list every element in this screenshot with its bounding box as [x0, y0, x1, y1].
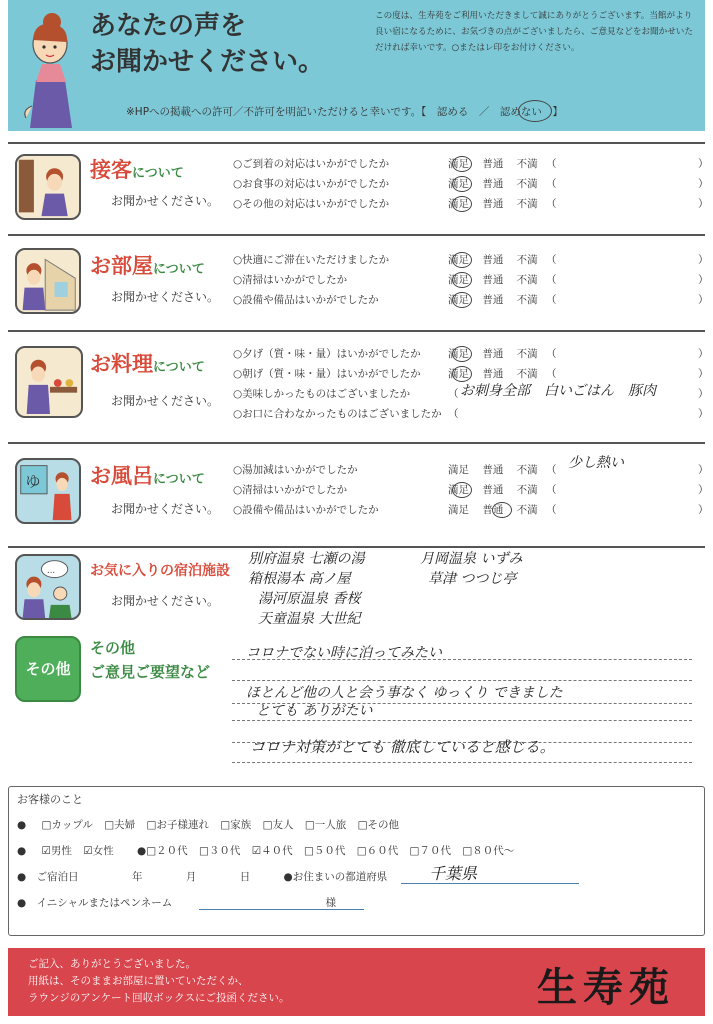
selection-mark [452, 252, 472, 268]
customer-info-box [8, 786, 705, 936]
section-room [8, 236, 709, 328]
header-banner [8, 0, 705, 131]
answer-paren-open: （ [546, 198, 557, 210]
meal-icon [15, 346, 83, 418]
handwritten-favorite: 湯河原温泉 香桜 [258, 591, 361, 607]
checkbox-age-40s[interactable]: ☑４０代 [251, 845, 293, 857]
gender-age-row: ● ☑男性 ☑女性 ●□２０代 □３０代 ☑４０代 □５０代 □６０代 □７０代 □８０代～ [17, 845, 515, 857]
footer-banner [8, 948, 705, 1016]
initial-row [17, 895, 344, 910]
question-text: ○設備や備品はいかがでしたか [233, 294, 379, 306]
answer-paren-close: ） [698, 348, 709, 360]
checkbox-age-60s[interactable]: □６０代 [356, 845, 399, 857]
selection-mark [452, 366, 472, 382]
question-text: ○清掃はいかがでしたか [233, 274, 348, 286]
rating-options: 満足 普通 不満 [448, 198, 538, 210]
question-text: ○湯加減はいかがでしたか [233, 464, 358, 476]
section-service [8, 144, 709, 232]
checkbox-married[interactable]: □夫婦 [104, 819, 136, 831]
section-title: 接客について [90, 157, 184, 182]
answer-paren-close: ） [698, 408, 709, 420]
handwritten-comment: ほとんど他の人と会う事なく ゆっくり できました [246, 685, 563, 701]
customer-heading: お客様のこと [17, 793, 83, 806]
svg-text:ゆ: ゆ [25, 472, 41, 491]
chat-people-icon [15, 554, 81, 620]
answer-paren-close: ） [698, 178, 709, 190]
selection-mark [452, 272, 472, 288]
rating-options: 満足 普通 不満 [448, 504, 538, 516]
handwritten-favorite: 月岡温泉 いずみ [420, 551, 523, 567]
section-subtitle: お聞かせください。 [111, 194, 220, 208]
section-subtitle: お聞かせください。 [111, 290, 220, 304]
room-icon [15, 248, 81, 314]
selection-mark [452, 156, 472, 172]
prefecture-field-line [401, 883, 579, 884]
brand-logo: 生寿苑 [537, 964, 675, 1011]
section-title: お部屋について [90, 253, 205, 278]
answer-paren-close: ） [698, 198, 709, 210]
section-title: その他 ご意見ご要望など [90, 639, 211, 681]
checkbox-age-30s[interactable]: □３０代 [198, 845, 241, 857]
answer-paren-close: ） [698, 294, 709, 306]
initial-field-line[interactable] [199, 909, 364, 910]
dashed-line [232, 720, 692, 721]
stay-date-row [17, 869, 395, 884]
girl-illustration [20, 10, 90, 128]
question-text: ○ご到着の対応はいかがでしたか [233, 158, 390, 170]
answer-paren-open: （ [546, 254, 557, 266]
answer-paren-open: （ [546, 464, 557, 476]
section-bath [8, 444, 709, 544]
checkbox-age-50s[interactable]: □５０代 [304, 845, 346, 857]
header-description: この度は、生寿苑をご利用いただきまして誠にありがとうございます。当館がより良い宿になるために、お気づきの点がございましたら、ご意見などをお聞かせいただければ幸いです。○またはレ印をお付けください。 [375, 11, 693, 53]
checkbox-age-20s[interactable]: ●□２０代 [137, 845, 188, 857]
rating-options: 満足 普通 不満 [448, 348, 538, 360]
handwritten-comment: とても ありがたい [256, 703, 373, 719]
selection-mark [452, 482, 472, 498]
handwritten-answer: お刺身全部 白いごはん 豚肉 [460, 383, 656, 399]
checkbox-with-kids[interactable]: □お子様連れ [146, 819, 209, 831]
checkbox-age-70s[interactable]: □７０代 [409, 845, 451, 857]
door-icon [15, 154, 81, 220]
section-subtitle: お聞かせください。 [111, 394, 220, 408]
handwritten-favorite: 草津 つつじ亭 [428, 571, 517, 587]
question-text: ○夕げ（質・味・量）はいかがでしたか [233, 348, 421, 360]
initial-label: ● イニシャルまたはペンネーム [17, 897, 173, 909]
footer-message: ご記入、ありがとうございました。 用紙は、そのままお部屋に置いていただくか、 ラウンジのアンケート回収ボックスにご投函ください。 [28, 958, 290, 1004]
question-text: ○清掃はいかがでしたか [233, 484, 348, 496]
section-meal [8, 332, 709, 440]
handwritten-favorite: 天童温泉 大世紀 [258, 611, 361, 627]
rating-options: 満足 普通 不満 [448, 158, 538, 170]
section-title: お気に入りの宿泊施設 [90, 563, 230, 579]
selection-mark [452, 346, 472, 362]
selection-mark [452, 176, 472, 192]
svg-text:...: ... [47, 564, 56, 575]
section-favorite [8, 548, 705, 628]
handwritten-comment: コロナ対策がとても 徹底していると感じる。 [250, 738, 555, 756]
sama-label: 様 [325, 897, 337, 909]
checkbox-age-80s[interactable]: □８０代～ [462, 845, 515, 857]
answer-paren-close: ） [698, 158, 709, 170]
answer-paren-open: （ [546, 158, 557, 170]
bath-icon [15, 458, 81, 524]
question-text: ○お口に合わなかったものはございましたか [233, 408, 442, 420]
handwritten-favorite: 別府温泉 七瀬の湯 [248, 551, 365, 567]
rating-options: 満足 普通 不満 [448, 484, 538, 496]
checkbox-other[interactable]: □その他 [357, 819, 400, 831]
stay-date-label: ● ご宿泊日 [17, 871, 79, 883]
answer-paren-close: ） [698, 274, 709, 286]
answer-paren-open: （ [546, 484, 557, 496]
answer-paren-close: ） [698, 254, 709, 266]
checkbox-male[interactable]: ☑男性 [41, 845, 72, 857]
page-title: あなたの声を お聞かせください。 [90, 11, 325, 77]
question-text: ○その他の対応はいかがでしたか [233, 198, 390, 210]
answer-paren-open: （ [546, 504, 557, 516]
answer-paren-close: ） [698, 388, 709, 400]
section-title: お風呂について [90, 463, 205, 488]
answer-paren-open: （ [448, 388, 459, 400]
question-text: ○美味しかったものはございましたか [233, 388, 411, 400]
year-label: 年 [132, 871, 143, 883]
dashed-line [232, 680, 692, 681]
rating-options: 満足 普通 不満 [448, 368, 538, 380]
answer-paren-open: （ [448, 408, 459, 420]
checkbox-couple[interactable]: □カップル [41, 819, 93, 831]
question-text: ○快適にご滞在いただけましたか [233, 254, 390, 266]
day-label: 日 [239, 871, 251, 883]
answer-paren-open: （ [546, 368, 557, 380]
selection-mark [452, 292, 472, 308]
permit-notice: ※HPへの掲載への許可／不許可を明記いただけると幸いです。【 認める ／ 認めない 】 [126, 106, 563, 118]
rating-options: 満足 普通 不満 [448, 274, 538, 286]
section-subtitle: お聞かせください。 [111, 594, 220, 608]
answer-paren-close: ） [698, 368, 709, 380]
handwritten-answer: 少し熱い [568, 455, 624, 471]
prefecture-label: ●お住まいの都道府県 [283, 871, 388, 883]
handwritten-comment: コロナでない時に泊ってみたい [246, 645, 442, 661]
travel-type-row: ● □カップル □夫婦 □お子様連れ □家族 □友人 □一人旅 □その他 [17, 819, 400, 831]
permit-circle-mark [518, 100, 552, 122]
dashed-line [232, 762, 692, 763]
question-text: ○設備や備品はいかがでしたか [233, 504, 379, 516]
checkbox-family[interactable]: □家族 [220, 819, 252, 831]
rating-options: 満足 普通 不満 [448, 294, 538, 306]
handwritten-favorite: 箱根湯本 高ノ屋 [248, 571, 351, 587]
question-text: ○朝げ（質・味・量）はいかがでしたか [233, 368, 421, 380]
answer-paren-open: （ [546, 178, 557, 190]
question-text: ○お食事の対応はいかがでしたか [233, 178, 390, 190]
answer-paren-close: ） [698, 484, 709, 496]
rating-options: 満足 普通 不満 [448, 254, 538, 266]
other-badge: その他 [15, 636, 81, 702]
rating-options: 満足 普通 不満 [448, 178, 538, 190]
selection-mark [452, 196, 472, 212]
answer-paren-open: （ [546, 294, 557, 306]
selection-mark [492, 502, 512, 518]
section-title: お料理について [90, 351, 205, 376]
rating-options: 満足 普通 不満 [448, 464, 538, 476]
answer-paren-close: ） [698, 504, 709, 516]
month-label: 月 [185, 871, 197, 883]
section-subtitle: お聞かせください。 [111, 502, 220, 516]
checkbox-friends[interactable]: □友人 [262, 819, 294, 831]
answer-paren-open: （ [546, 348, 557, 360]
prefecture-value[interactable]: 千葉県 [429, 864, 478, 883]
answer-paren-close: ） [698, 464, 709, 476]
answer-paren-open: （ [546, 274, 557, 286]
checkbox-female[interactable]: ☑女性 [83, 845, 114, 857]
checkbox-solo[interactable]: □一人旅 [304, 819, 347, 831]
